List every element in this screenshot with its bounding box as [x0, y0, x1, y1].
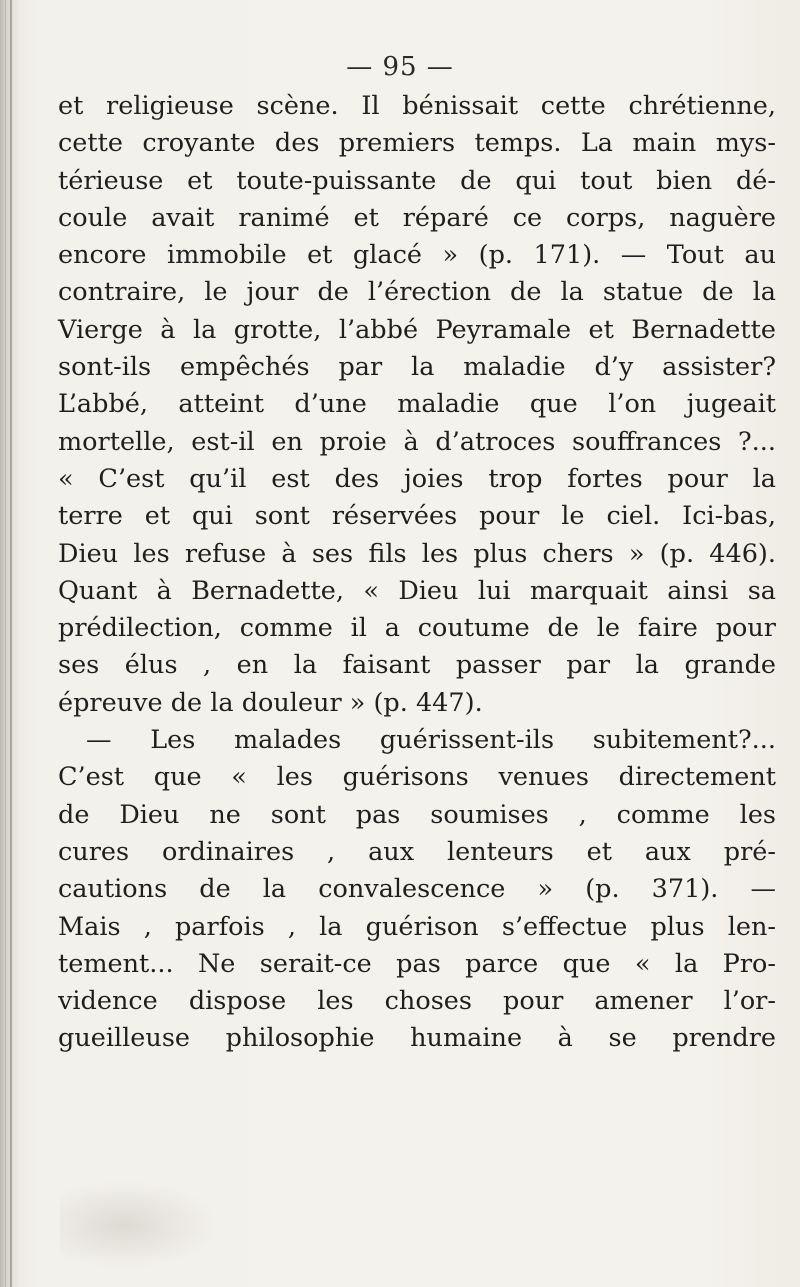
text-line: Quant à Bernadette, « Dieu lui marquait ainsi sa — [58, 575, 776, 606]
page-number: — 95 — — [346, 52, 454, 82]
text-line: sont-ils empêchés par la maladie d’y assister? — [58, 352, 776, 383]
text-line: Vierge à la grotte, l’abbé Peyramale et Bernadette — [58, 314, 776, 345]
text-line: épreuve de la douleur » (p. 447). — [58, 687, 483, 718]
text-line: tement... Ne serait-ce pas parce que « la Pro- — [58, 948, 776, 979]
text-line: cures ordinaires , aux lenteurs et aux pré- — [58, 836, 776, 867]
text-line: cette croyante des premiers temps. La main mys- — [58, 128, 776, 159]
text-line: L’abbé, atteint d’une maladie que l’on jugeait — [58, 389, 776, 420]
text-line: gueilleuse philosophie humaine à se prendre — [58, 1023, 776, 1054]
text-line: ses élus , en la faisant passer par la grande — [58, 650, 776, 681]
text-line: contraire, le jour de l’érection de la statue de la — [58, 277, 776, 308]
text-line: Dieu les refuse à ses fils les plus chers » (p. 446). — [58, 538, 776, 569]
text-line: — Les malades guérissent-ils subitement?... — [86, 725, 776, 756]
text-line: terre et qui sont réservées pour le ciel. Ici-bas, — [58, 501, 776, 532]
text-line: « C’est qu’il est des joies trop fortes pour la — [58, 463, 776, 494]
paper-stain — [60, 1180, 220, 1270]
text-line: mortelle, est-il en proie à d’atroces souffrances ?... — [58, 426, 776, 457]
text-line: et religieuse scène. Il bénissait cette chrétienne, — [58, 91, 776, 121]
text-line: C’est que « les guérisons venues directement — [58, 762, 776, 793]
text-line: prédilection, comme il a coutume de le faire pour — [58, 613, 776, 644]
text-line: encore immobile et glacé » (p. 171). — Tout au — [58, 240, 776, 271]
text-line: cautions de la convalescence » (p. 371). — — [58, 874, 776, 905]
body-text — [58, 88, 776, 1058]
text-line: Mais , parfois , la guérison s’effectue plus len- — [58, 911, 776, 942]
text-line: coule avait ranimé et réparé ce corps, naguère — [58, 202, 776, 233]
binding-edge — [10, 0, 12, 1287]
text-line: térieuse et toute-puissante de qui tout bien dé- — [58, 165, 776, 196]
text-line: vidence dispose les choses pour amener l’or- — [58, 986, 776, 1017]
text-line: de Dieu ne sont pas soumises , comme les — [58, 799, 776, 830]
binding-edge-inner — [5, 0, 6, 1287]
